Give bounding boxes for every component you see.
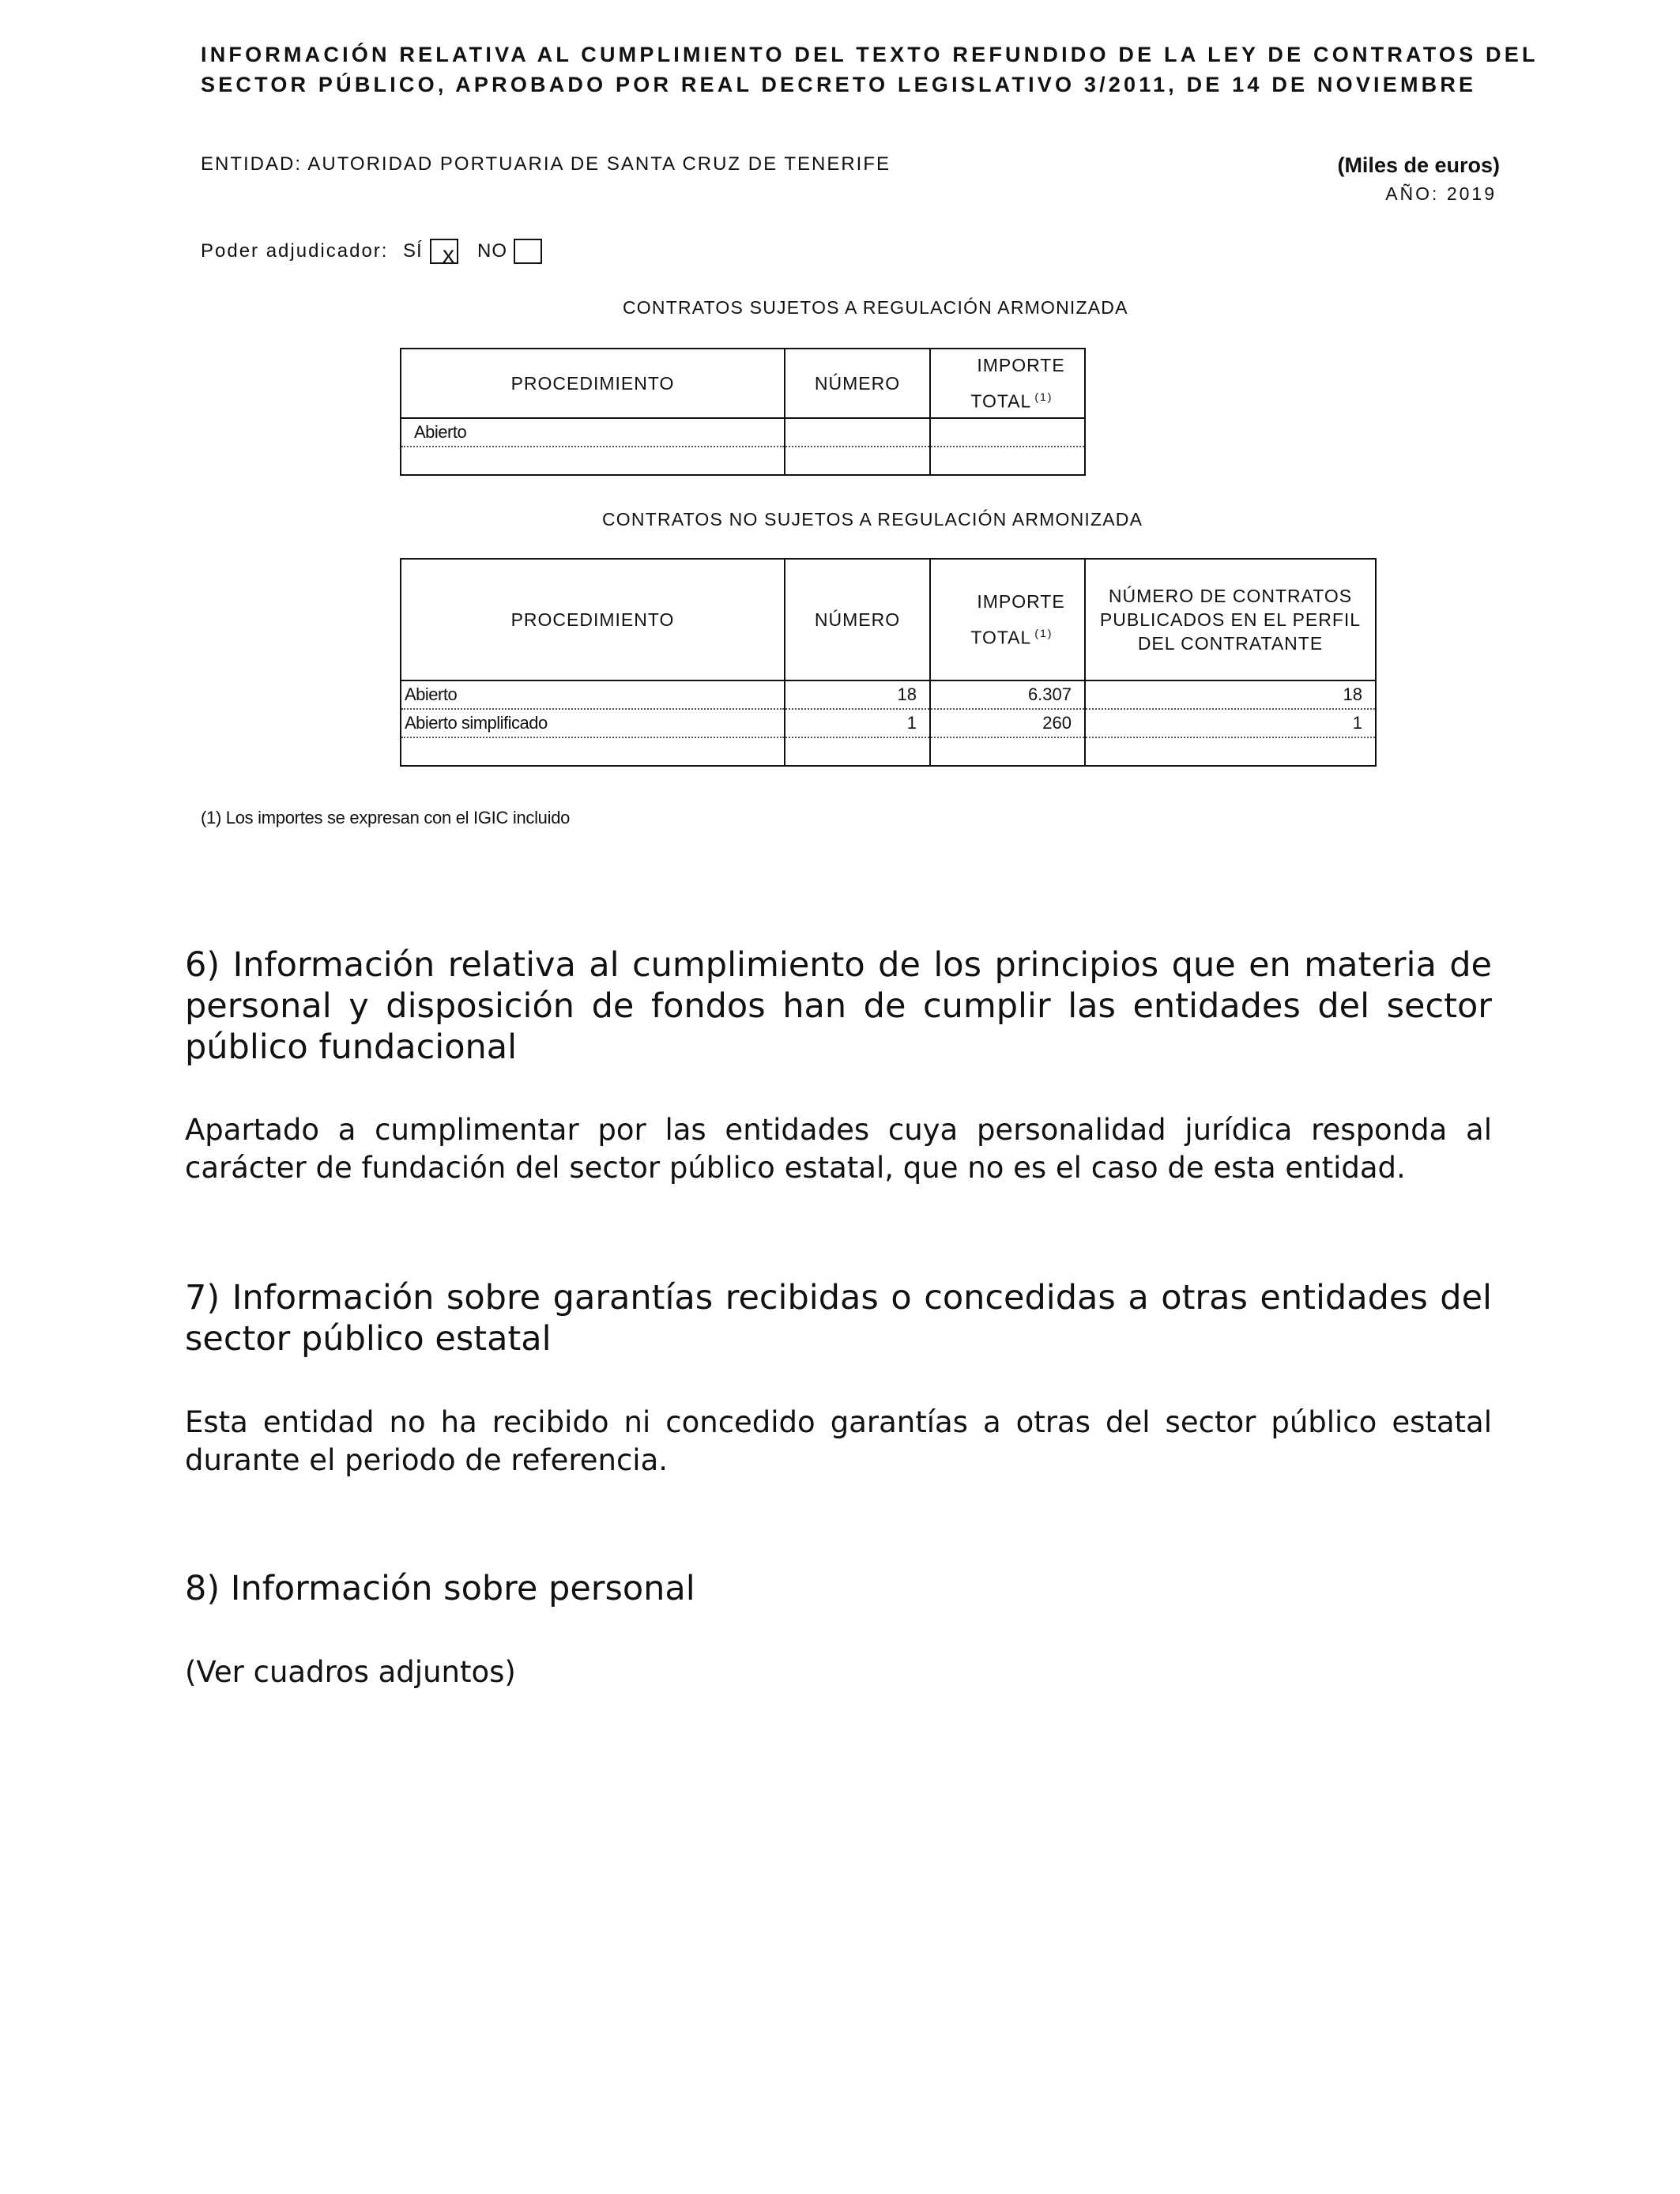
entity-name: ENTIDAD: AUTORIDAD PORTUARIA DE SANTA CRUZ DE TENERIFE bbox=[201, 153, 891, 175]
cell-procedimiento: Abierto simplificado bbox=[401, 709, 785, 737]
col-header-publicados bbox=[1085, 559, 1376, 680]
cell-importe bbox=[930, 447, 1085, 475]
cell-procedimiento: Abierto bbox=[401, 418, 785, 447]
table-row bbox=[401, 709, 1376, 737]
section-7-text: Esta entidad no ha recibido ni concedido garantías a otras del sector público estatal durante el periodo de referencia. bbox=[185, 1405, 1492, 1477]
table-row bbox=[401, 418, 1085, 447]
publicados-line3: DEL CONTRATANTE bbox=[1137, 633, 1324, 654]
col-header-procedimiento: PROCEDIMIENTO bbox=[401, 349, 785, 418]
importe-line2: TOTAL bbox=[970, 390, 1032, 412]
units-label: (Miles de euros) bbox=[1337, 153, 1500, 177]
col-header-importe bbox=[930, 349, 1085, 418]
cell-publicados bbox=[1085, 737, 1376, 766]
cell-publicados: 1 bbox=[1085, 709, 1376, 737]
col-header-procedimiento: PROCEDIMIENTO bbox=[401, 559, 785, 680]
non-harmonized-contracts-table bbox=[400, 558, 1377, 767]
cell-numero: 18 bbox=[785, 680, 930, 709]
cell-importe: 6.307 bbox=[930, 680, 1085, 709]
no-label: NO bbox=[477, 240, 507, 262]
cell-procedimiento bbox=[401, 737, 785, 766]
publicados-line1: NÚMERO DE CONTRATOS bbox=[1108, 586, 1353, 606]
cell-procedimiento bbox=[401, 447, 785, 475]
year-label: AÑO: 2019 bbox=[1385, 183, 1497, 204]
cell-procedimiento: Abierto bbox=[401, 680, 785, 709]
yes-checkbox-mark: x bbox=[443, 242, 454, 268]
table-row bbox=[401, 447, 1085, 475]
cell-publicados: 18 bbox=[1085, 680, 1376, 709]
importe-line1: IMPORTE bbox=[977, 591, 1065, 613]
section-8-heading: 8) Información sobre personal bbox=[185, 1569, 695, 1608]
section-8-text: (Ver cuadros adjuntos) bbox=[185, 1655, 516, 1689]
table1-title: CONTRATOS SUJETOS A REGULACIÓN ARMONIZADA bbox=[623, 297, 1128, 318]
cell-importe bbox=[930, 418, 1085, 447]
section-7-heading: 7) Información sobre garantías recibidas o concedidas a otras entidades del sector público estatal bbox=[185, 1278, 1492, 1359]
cell-numero bbox=[785, 418, 930, 447]
section-6-heading: 6) Información relativa al cumplimiento de los principios que en materia de personal y disposición de fondos han de cumplir las entidades del sector público fundacional bbox=[185, 945, 1492, 1067]
cell-importe: 260 bbox=[930, 709, 1085, 737]
report-title-line-1: INFORMACIÓN RELATIVA AL CUMPLIMIENTO DEL TEXTO REFUNDIDO DE LA LEY DE CONTRATOS DEL bbox=[201, 43, 1539, 66]
footnote: (1) Los importes se expresan con el IGIC incluido bbox=[201, 808, 571, 827]
col-header-numero: NÚMERO bbox=[785, 559, 930, 680]
importe-note: (1) bbox=[1034, 627, 1053, 640]
table2-title: CONTRATOS NO SUJETOS A REGULACIÓN ARMONIZADA bbox=[602, 509, 1143, 530]
publicados-line2: PUBLICADOS EN EL PERFIL bbox=[1099, 609, 1362, 630]
no-checkbox[interactable] bbox=[514, 239, 542, 264]
importe-line1: IMPORTE bbox=[977, 355, 1065, 376]
cell-importe bbox=[930, 737, 1085, 766]
table-row bbox=[401, 680, 1376, 709]
cell-numero bbox=[785, 737, 930, 766]
col-header-numero: NÚMERO bbox=[785, 349, 930, 418]
contracting-authority-label: Poder adjudicador: bbox=[201, 240, 389, 262]
importe-note: (1) bbox=[1034, 390, 1053, 404]
table-row bbox=[401, 737, 1376, 766]
report-title-line-2: SECTOR PÚBLICO, APROBADO POR REAL DECRETO LEGISLATIVO 3/2011, DE 14 DE NOVIEMBRE bbox=[201, 73, 1477, 96]
cell-numero bbox=[785, 447, 930, 475]
yes-label: SÍ bbox=[403, 240, 423, 262]
importe-line2: TOTAL bbox=[970, 627, 1032, 648]
section-6-text: Apartado a cumplimentar por las entidades cuya personalidad jurídica responda al carácter de fundación del sector público estatal, que no es el caso de esta entidad. bbox=[185, 1113, 1492, 1185]
cell-numero: 1 bbox=[785, 709, 930, 737]
harmonized-contracts-table bbox=[400, 348, 1086, 476]
col-header-importe bbox=[930, 559, 1085, 680]
